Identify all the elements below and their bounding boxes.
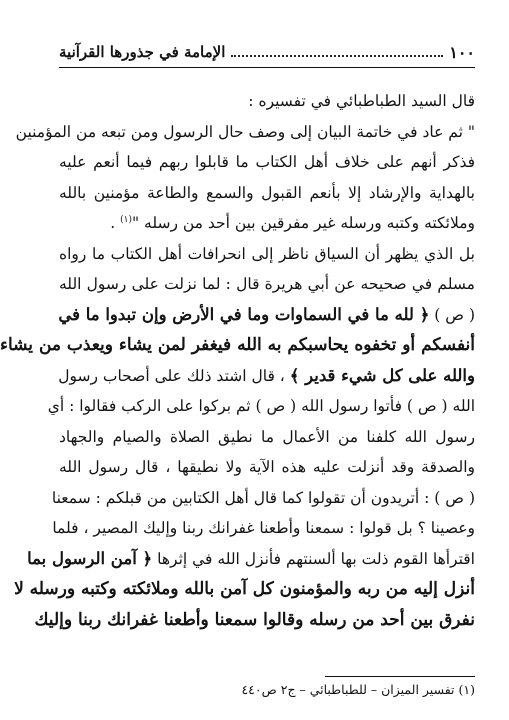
- quran-verse-line: أنفسكم أو تخفوه يحاسبكم به الله فيغفر لمن يشاء ويعذب من يشاء: [0, 335, 475, 355]
- text-line: بالهداية والإرشاد إلا بأنعم القبول والسمع والطاعة مؤمنين بالله: [59, 183, 475, 202]
- text-line: الله ( ص ) فأتوا رسول الله ( ص ) ثم بركوا على الركب فقالوا : أي: [47, 397, 475, 415]
- text-line: فذكر أنهم على خلاف أهل الكتاب ما قابلوا ربهم فيما أنعم عليه: [59, 153, 475, 171]
- text-line: رسول الله كلفنا من الأعمال ما نطيق الصلاة والصيام والجهاد: [59, 427, 475, 446]
- footnote: (١) تفسير الميزان – للطباطبائي – ج٢ ص٤٤٠: [241, 682, 475, 697]
- text-line: وعصينا ؟ بل قولوا : سمعنا وأطعنا غفرانك ربنا وإليك المصير ، فلما: [52, 519, 475, 537]
- header-rule: [59, 67, 475, 68]
- text-line: [59, 361, 475, 392]
- footnote-marker: (١): [120, 214, 132, 225]
- text-line: والصدقة وقد أنزلت عليه هذه الآية ولا نطيقها ، قال رسول الله: [59, 458, 475, 476]
- line-end-punctuation: .: [110, 214, 121, 232]
- quran-verse-line: أنزل إليه من ربه والمؤمنون كل آمن بالله وملائكته وكتبه ورسله لا: [14, 579, 475, 599]
- narration-text: اقترأها القوم ذلت بها ألسنتهم فأنزل الله في إثرها: [152, 549, 475, 568]
- text-line: ( ص ) : أتريدون أن تقولوا كما قال أهل الكتابين من قبلكم : سمعنا: [51, 488, 475, 507]
- body-text: [0, 86, 475, 635]
- narration-text: ، قال اشتد ذلك على أصحاب رسول: [58, 366, 290, 385]
- text-line: [59, 208, 475, 239]
- quran-verse-line: نفرق بين أحد من رسله وقالوا سمعنا وأطعنا غفرانك ربنا وإليك: [34, 609, 475, 630]
- text-line: [59, 300, 475, 331]
- running-title: الإمامة في جذورها القرآنية: [59, 43, 226, 61]
- text-line: [27, 544, 475, 575]
- page-number: ١٠٠: [449, 42, 475, 62]
- quran-verse-text: ﴿ لله ما في السماوات وما في الأرض وإن تبدوا ما في: [58, 304, 430, 324]
- text-line: بل الذي يظهر أن السياق ناظر إلى انحرافات أهل الكتاب ما رواه: [59, 244, 475, 263]
- quran-verse-text: والله على كل شيء قدير ﴾: [289, 365, 475, 385]
- text-line: قال السيد الطباطبائي في تفسيره :: [248, 92, 475, 110]
- footnote-rule: [325, 676, 475, 677]
- quote-end-text: وملائكته وكتبه ورسله غير مفرقين بين أحد من رسله ": [131, 214, 475, 232]
- header-dot-leader: [231, 55, 443, 57]
- quran-verse-text: ﴿ آمن الرسول بما: [27, 548, 153, 568]
- prophet-salutation: ( ص ): [429, 305, 475, 324]
- text-line: " ثم عاد في خاتمة البيان إلى وصف حال الرسول ومن تبعه من المؤمنين: [15, 122, 475, 141]
- text-line: مسلم في صحيحه عن أبي هريرة قال : لما نزلت على رسول الله: [59, 275, 475, 293]
- running-header: [59, 39, 475, 65]
